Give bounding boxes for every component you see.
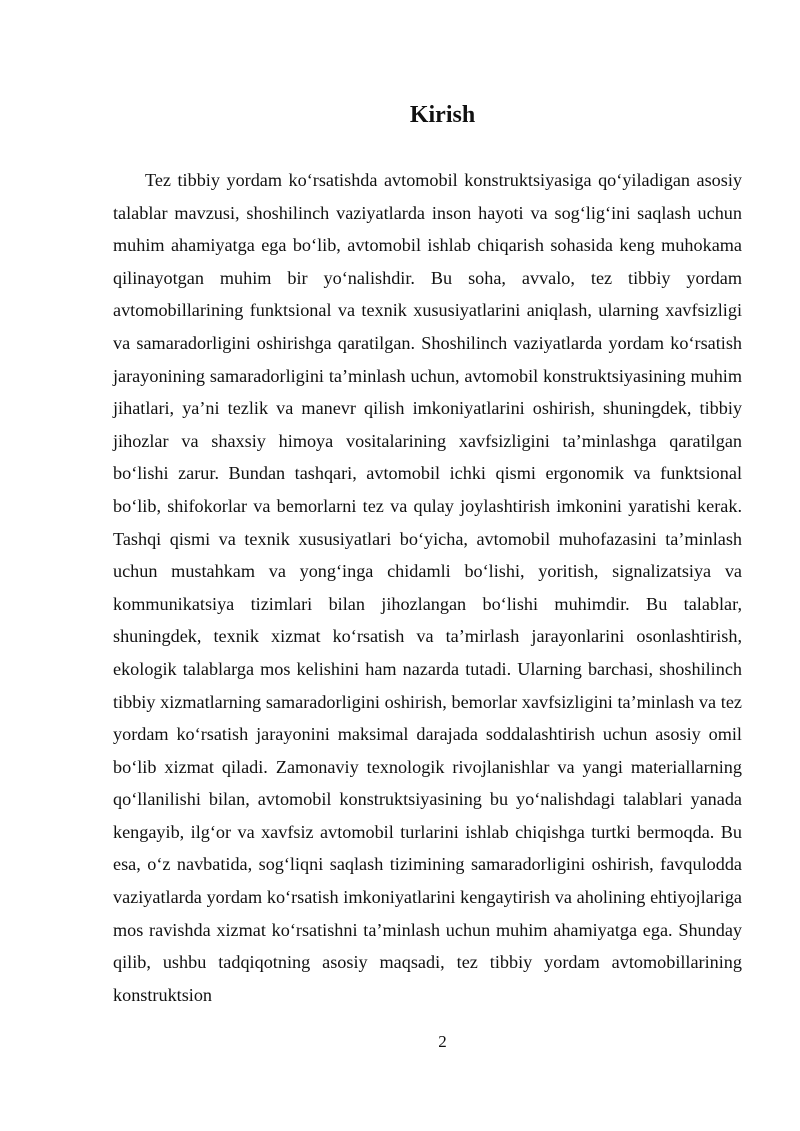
body-paragraph-text: Tez tibbiy yordam ko‘rsatishda avtomobil konstruktsiyasiga qo‘yiladigan asosiy talablar mavzusi, shoshilinch vaziyatlarda inson hayoti va sog‘lig‘ini saqlash uchun muhim ahamiyatga ega bo‘lib, avtomobil ishlab chiqarish sohasida keng muhokama qilinayotgan muhim bir yo‘nalishdir. Bu soha, avvalo, tez tibbiy yordam avtomobillarining funktsional va texnik xususiyatlarini aniqlash, ularning xavfsizligi va samaradorligini oshirishga qaratilgan. Shoshilinch vaziyatlarda yordam ko‘rsatish jarayonining samaradorligini ta’minlash uchun, avtomobil konstruktsiyasining muhim jihatlari, ya’ni tezlik va manevr qilish imkoniyatlarini oshirish, shuningdek, tibbiy jihozlar va shaxsiy himoya vositalarining xavfsizligini ta’minlashga qaratilgan bo‘lishi zarur. Bundan tashqari, avtomobil ichki qismi ergonomik va funktsional bo‘lib, shifokorlar va bemorlarni tez va qulay joylashtirish imkonini yaratishi kerak. Tashqi qismi va texnik xususiyatlari bo‘yicha, avtomobil muhofazasini ta’minlash uchun mustahkam va yong‘inga chidamli bo‘lishi, yoritish, signalizatsiya va kommunikatsiya tizimlari bilan jihozlangan bo‘lishi muhimdir. Bu talablar, shuningdek, texnik xizmat ko‘rsatish va ta’mirlash jarayonlarini osonlashtirish, ekologik talablarga mos kelishini ham nazarda tutadi. Ularning barchasi, shoshilinch tibbiy xizmatlarning samaradorligini oshirish, bemorlar xavfsizligini ta’minlash va tez yordam ko‘rsatish jarayonini maksimal darajada soddalashtirish uchun asosiy omil bo‘lib xizmat qiladi. Zamonaviy texnologik rivojlanishlar va yangi materiallarning qo‘llanilishi bilan, avtomobil konstruktsiyasining bu yo‘nalishdagi talablari yanada kengayib, ilg‘or va xavfsiz avtomobil turlarini ishlab chiqishga turtki bermoqda. Bu esa, o‘z navbatida, sog‘liqni saqlash tizimining samaradorligini oshirish, favqulodda vaziyatlarda yordam ko‘rsatish imkoniyatlarini kengaytirish va aholining ehtiyojlariga mos ravishda xizmat ko‘rsatishni ta’minlash uchun muhim ahamiyatga ega. Shunday qilib, ushbu tadqiqotning asosiy maqsadi, tez tibbiy yordam avtomobillarining konstruktsion [113,170,742,1005]
body-paragraph [113,164,742,1011]
section-title: Kirish [409,102,476,128]
page-number: 2 [438,1032,447,1051]
